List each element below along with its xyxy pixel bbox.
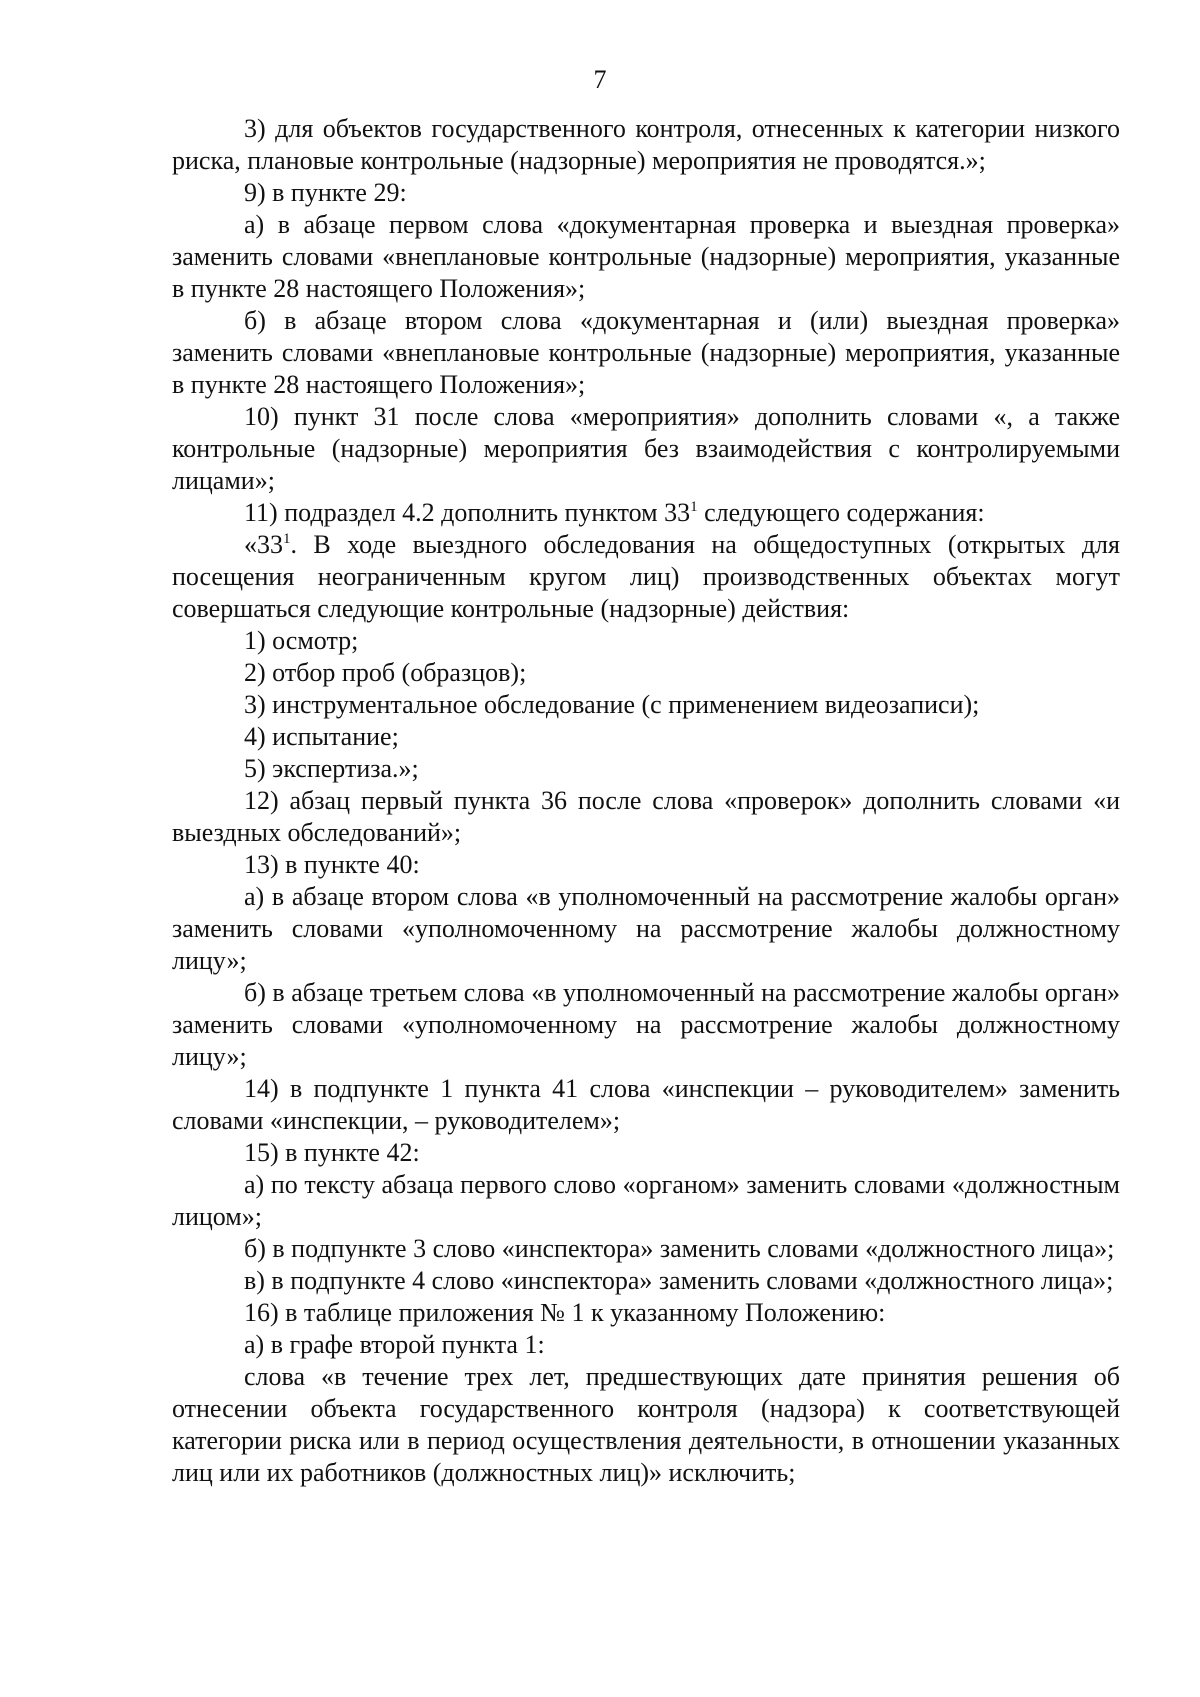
paragraph-subitem-16a-text: слова «в течение трех лет, предшествующих дате принятия решения об отнесении объекта государственного контроля (надзора) к соответствующей категории риска или в период осуществления деятельности, в отношении указанных лиц или их работников (должностных лиц)» исключить; <box>172 1362 1120 1487</box>
paragraph-action-5: 5) экспертиза.»; <box>244 754 419 783</box>
paragraph-point-33-1-before: «33 <box>244 530 283 559</box>
paragraph-item-16: 16) в таблице приложения № 1 к указанному Положению: <box>244 1298 886 1327</box>
paragraph-item-3: 3) для объектов государственного контроля, отнесенных к категории низкого риска, плановые контрольные (надзорные) мероприятия не проводятся.»; <box>172 114 1120 175</box>
paragraph-item-10: 10) пункт 31 после слова «мероприятия» дополнить словами «, а также контрольные (надзорные) мероприятия без взаимодействия с контролируемыми лицами»; <box>172 402 1120 495</box>
paragraph-subitem-16a: а) в графе второй пункта 1: <box>244 1330 545 1359</box>
superscript-marker: 1 <box>690 499 698 515</box>
paragraph-item-9: 9) в пункте 29: <box>244 178 407 207</box>
paragraph-item-14: 14) в подпункте 1 пункта 41 слова «инспекции – руководителем» заменить словами «инспекции, – руководителем»; <box>172 1074 1120 1135</box>
page-number: 7 <box>593 65 607 94</box>
paragraph-subitem-9b: б) в абзаце втором слова «документарная и (или) выездная проверка» заменить словами «внеплановые контрольные (надзорные) мероприятия, указанные в пункте 28 настоящего Положения»; <box>172 306 1120 399</box>
paragraph-subitem-15b: б) в подпункте 3 слово «инспектора» заменить словами «должностного лица»; <box>244 1234 1115 1263</box>
paragraph-action-1: 1) осмотр; <box>244 626 359 655</box>
paragraph-action-4: 4) испытание; <box>244 722 399 751</box>
paragraph-subitem-15a: а) по тексту абзаца первого слово «органом» заменить словами «должностным лицом»; <box>172 1170 1120 1231</box>
paragraph-item-11 <box>172 497 1120 529</box>
paragraph-subitem-15c: в) в подпункте 4 слово «инспектора» заменить словами «должностного лица»; <box>244 1266 1114 1295</box>
paragraph-point-33-1 <box>172 529 1120 625</box>
paragraph-subitem-13a: а) в абзаце втором слова «в уполномоченный на рассмотрение жалобы орган» заменить словами «уполномоченному на рассмотрение жалобы должностному лицу»; <box>172 882 1120 975</box>
document-body <box>172 113 1120 1489</box>
paragraph-point-33-1-after: . В ходе выездного обследования на общедоступных (открытых для посещения неограниченным кругом лиц) производственных объектах могут совершаться следующие контрольные (надзорные) действия: <box>172 530 1120 623</box>
superscript-marker: 1 <box>283 531 291 547</box>
paragraph-item-15: 15) в пункте 42: <box>244 1138 420 1167</box>
paragraph-item-11-after: следующего содержания: <box>697 498 985 527</box>
paragraph-action-3: 3) инструментальное обследование (с применением видеозаписи); <box>244 690 980 719</box>
paragraph-subitem-13b: б) в абзаце третьем слова «в уполномоченный на рассмотрение жалобы орган» заменить словами «уполномоченному на рассмотрение жалобы должностному лицу»; <box>172 978 1120 1071</box>
paragraph-action-2: 2) отбор проб (образцов); <box>244 658 527 687</box>
paragraph-item-13: 13) в пункте 40: <box>244 850 420 879</box>
paragraph-subitem-9a: а) в абзаце первом слова «документарная проверка и выездная проверка» заменить словами «внеплановые контрольные (надзорные) мероприятия, указанные в пункте 28 настоящего Положения»; <box>172 210 1120 303</box>
paragraph-item-12: 12) абзац первый пункта 36 после слова «проверок» дополнить словами «и выездных обследований»; <box>172 786 1120 847</box>
paragraph-item-11-before: 11) подраздел 4.2 дополнить пунктом 33 <box>244 498 691 527</box>
